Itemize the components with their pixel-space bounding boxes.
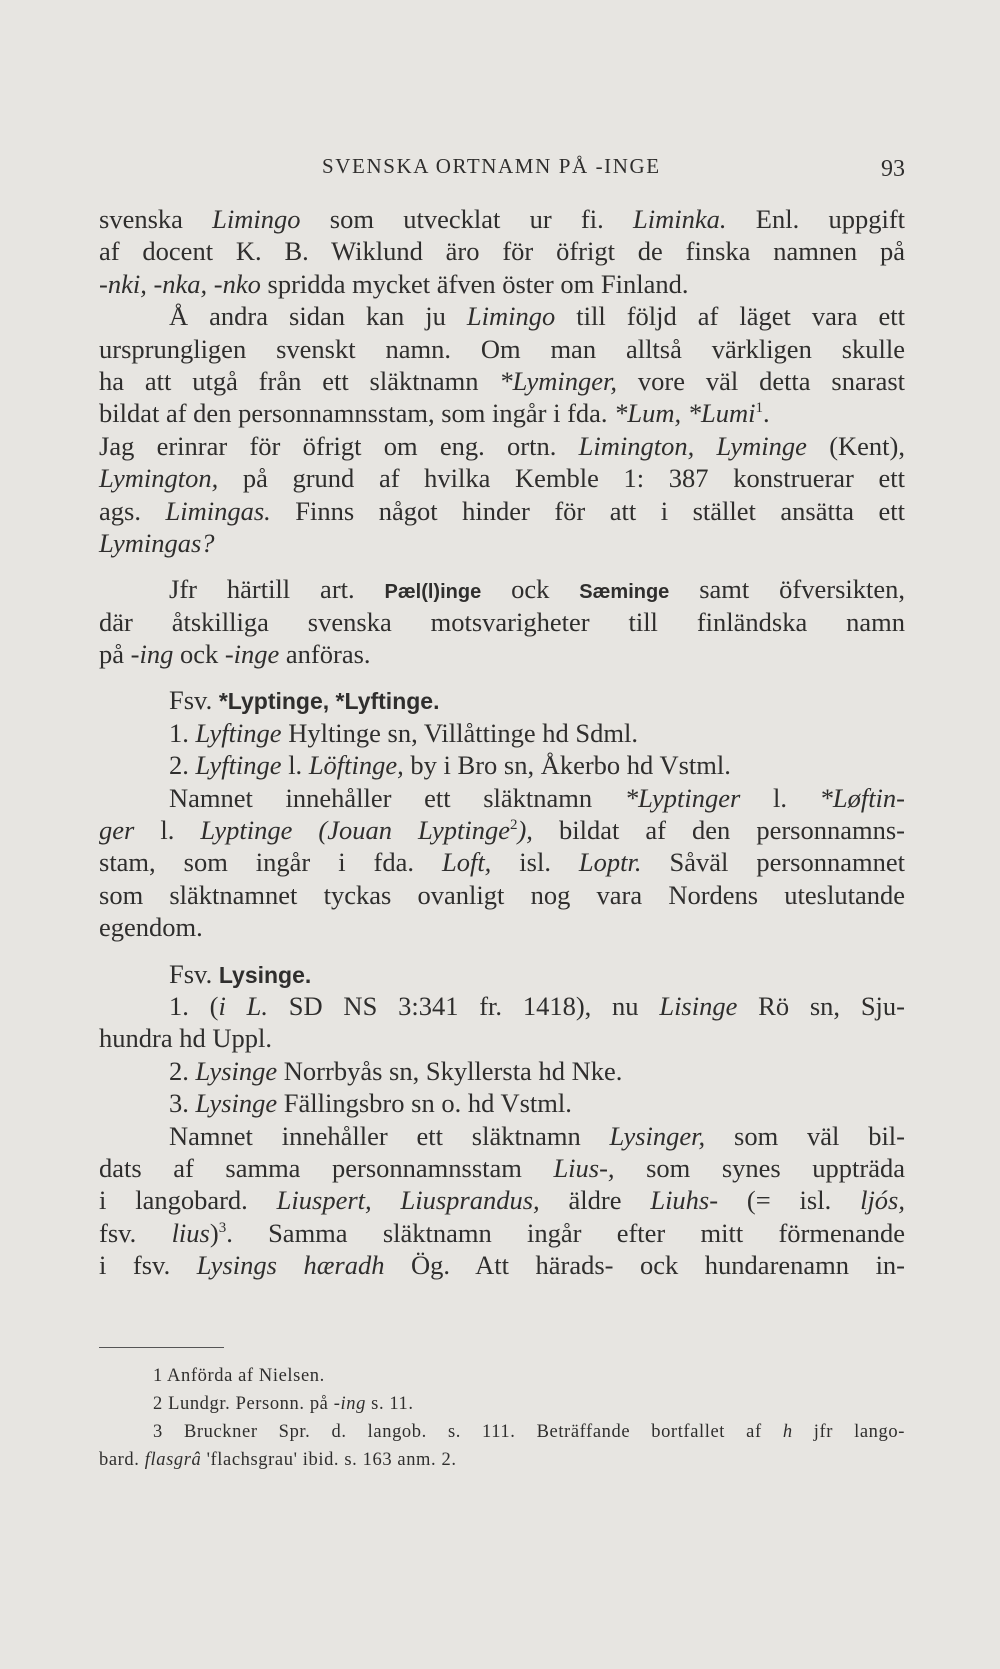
text-segment: som väl bil-: [705, 1120, 905, 1151]
text-segment: isl.: [491, 847, 579, 878]
footnotes: [99, 1362, 905, 1474]
italic-segment: lius: [171, 1217, 210, 1248]
text-segment: Namnet innehåller ett släktnamn: [169, 782, 625, 813]
text-line: [99, 268, 905, 300]
italic-segment: Lymingas?: [99, 527, 215, 558]
text-line: [99, 606, 905, 638]
italic-segment: Lysinger,: [609, 1120, 706, 1151]
text-segment: spridda mycket äfven öster om Finland.: [260, 268, 689, 299]
text-segment: fsv.: [99, 1217, 172, 1248]
italic-segment: Limingo: [212, 204, 301, 234]
italic-segment: Loptr.: [578, 847, 642, 878]
text-segment: som synes uppträda: [614, 1152, 905, 1183]
footnote-1: [99, 1362, 905, 1390]
text-line: [99, 573, 905, 605]
footnote-text: bard.: [99, 1450, 145, 1470]
text-line: [99, 1055, 905, 1087]
text-line: [99, 495, 905, 527]
text-segment: Å andra sidan kan ju: [169, 301, 467, 332]
italic-segment: Loft,: [441, 847, 492, 878]
text-line: [99, 1217, 905, 1249]
text-line: [99, 333, 905, 365]
text-segment: 1. (: [169, 990, 219, 1021]
italic-segment: Liuhs-: [650, 1185, 719, 1216]
footnote-rule: [99, 1347, 224, 1348]
text-segment: Jag erinrar för öfrigt om eng. ortn.: [99, 430, 579, 461]
text-segment: ock: [481, 574, 580, 605]
text-segment: där åtskilliga svenska motsvarigheter till finländska namn: [99, 606, 905, 637]
italic-segment: Liminka.: [633, 204, 727, 234]
text-line: [99, 1120, 905, 1152]
text-line: [99, 235, 905, 267]
text-line: [99, 990, 905, 1022]
italic-segment: Limingo: [466, 301, 556, 332]
footnote-mark: 1: [755, 400, 764, 417]
text-line: [99, 911, 905, 943]
text-segment: stam, som ingår i fda.: [99, 847, 442, 878]
text-segment: by i Bro sn, Åkerbo hd Vstml.: [403, 750, 731, 781]
footnote-text: jfr lango-: [792, 1422, 905, 1442]
text-segment: som släktnamnet tyckas ovanligt nog vara Nordens uteslutande: [99, 879, 905, 910]
footnote-mark: 2: [509, 817, 518, 834]
text-segment: bildat af den personnamnsstam, som ingår i fda.: [99, 398, 615, 429]
text-line: bildat af den personnamnsstam, som ingår i fda. *Lum, *Lumi$^1$.: [99, 398, 770, 429]
text-segment: vore väl detta snarast: [617, 365, 905, 396]
italic-segment: Limingas.: [165, 495, 271, 526]
text-line: [99, 203, 905, 235]
text-segment: svenska: [99, 204, 213, 234]
text-segment: (Kent),: [806, 430, 905, 461]
footnote-2: [99, 1390, 905, 1418]
italic-segment: Lysinge: [195, 1055, 278, 1086]
footnote-text: 'flachsgrau' ibid. s. 163 anm. 2.: [201, 1450, 457, 1470]
text-segment: på grund af hvilka Kemble 1: 387 konstruerar ett: [218, 463, 905, 494]
main-text: [99, 203, 905, 1282]
italic-segment: Lymington,: [99, 463, 219, 494]
text-segment: 2.: [169, 1055, 196, 1086]
text-segment: samt öfversikten,: [669, 574, 906, 605]
italic-segment: i L.: [218, 990, 268, 1021]
footnote-3: [99, 1418, 905, 1446]
text-segment: SD NS 3:341 fr. 1418), nu: [268, 990, 660, 1021]
text-segment: dats af samma personnamnsstam: [99, 1152, 554, 1183]
text-line: [99, 365, 905, 397]
italic-segment: Lysinge: [195, 1088, 278, 1119]
italic-segment: Lius-,: [553, 1152, 615, 1183]
text-segment: *Lyptinge, *Lyftinge.: [218, 688, 440, 715]
text-segment: 2.: [169, 750, 196, 781]
italic-segment: *Lum, *Lumi: [614, 398, 756, 429]
footnote-italic: -ing: [333, 1394, 366, 1414]
text-segment: bildat af den personnamns-: [532, 815, 905, 846]
italic-segment: Limington, Lyminge: [578, 430, 807, 461]
page-header: [322, 150, 905, 180]
footnote-mark: 3: [218, 1219, 227, 1236]
text-segment: ha att utgå från ett släktnamn: [99, 365, 500, 396]
text-line: [99, 1249, 905, 1281]
italic-segment: ),: [517, 815, 533, 846]
text-line: [99, 638, 905, 670]
text-segment: Norrbyås sn, Skyllersta hd Nke.: [277, 1055, 623, 1086]
text-segment: som utvecklat ur fi.: [300, 204, 634, 234]
text-segment: Lysinge.: [218, 961, 312, 988]
text-segment: . Samma släktnamn ingår efter mitt förmenande: [226, 1217, 905, 1248]
italic-segment: Lyptinge (Jouan Lyptinge: [200, 815, 510, 846]
text-segment: Jfr härtill art.: [169, 574, 385, 605]
paragraph-gap: [99, 670, 905, 684]
text-line: [99, 958, 905, 990]
text-segment: Fällingsbro sn o. hd Vstml.: [277, 1088, 572, 1119]
text-line: [99, 749, 905, 781]
italic-segment: *Løftin-: [819, 782, 905, 813]
italic-segment: Liuspert, Liusprandus,: [276, 1185, 540, 1216]
text-segment: Rö sn, Sju-: [737, 990, 905, 1021]
text-line: [99, 846, 905, 878]
text-segment: l.: [134, 815, 201, 846]
footnote-italic: flasgrâ: [144, 1450, 202, 1470]
text-line: [99, 782, 905, 814]
text-segment: Namnet innehåller ett släktnamn: [169, 1120, 610, 1151]
italic-segment: Lyftinge: [195, 750, 282, 781]
text-segment: hundra hd Uppl.: [99, 1023, 272, 1054]
italic-segment: Lyftinge: [195, 717, 282, 748]
text-line: [99, 1152, 905, 1184]
italic-segment: Löftinge,: [308, 750, 404, 781]
text-line: [99, 879, 905, 911]
text-line: [99, 430, 905, 462]
text-line: [99, 1022, 905, 1054]
running-title: SVENSKA ORTNAMN PÅ -INGE: [322, 154, 661, 178]
italic-segment: *Lyminger,: [499, 365, 618, 396]
text-line: [99, 1184, 905, 1216]
text-segment: till följd af läget vara ett: [555, 301, 905, 332]
text-line: [99, 300, 905, 332]
italic-segment: Lisinge: [659, 990, 738, 1021]
text-segment: Hyltinge sn, Villåttinge hd Sdml.: [281, 717, 638, 748]
text-segment: i fsv.: [99, 1250, 197, 1281]
italic-segment: -inge: [224, 639, 280, 670]
text-segment: ock: [173, 639, 225, 670]
text-segment: (= isl.: [718, 1185, 861, 1216]
text-line: [99, 527, 905, 559]
text-line: [99, 814, 905, 846]
text-segment: Såväl personnamnet: [641, 847, 905, 878]
footnote-text: 3 Bruckner Spr. d. langob. s. 111. Beträffande bortfallet af: [153, 1422, 783, 1442]
paragraph-gap: [99, 944, 905, 958]
text-segment: l.: [740, 782, 820, 813]
text-segment: Finns något hinder för att i stället ansätta ett: [270, 495, 905, 526]
italic-segment: ger: [99, 815, 135, 846]
text-segment: l.: [281, 750, 309, 781]
footnote-text: 1 Anförda af Nielsen.: [153, 1366, 325, 1386]
text-line: [99, 717, 905, 749]
text-segment: Fsv.: [169, 685, 219, 716]
page-number: 93: [881, 156, 905, 182]
text-segment: ursprungligen svenskt namn. Om man alltså värkligen skulle: [99, 333, 905, 364]
footnote-3-cont: [99, 1446, 905, 1474]
paragraph-gap: [99, 559, 905, 573]
text-segment: Fsv.: [169, 958, 219, 989]
footnote-italic: h: [782, 1422, 793, 1442]
italic-segment: -ing: [130, 639, 174, 670]
text-line: [99, 462, 905, 494]
footnote-text: 2 Lundgr. Personn. på: [153, 1394, 334, 1414]
text-segment: ags.: [99, 495, 166, 526]
text-line: [99, 1087, 905, 1119]
text-segment: 1.: [169, 717, 196, 748]
text-segment: Pæl(l)inge: [384, 581, 482, 604]
text-segment: Enl. uppgift: [726, 204, 906, 234]
text-segment: egendom.: [99, 912, 203, 943]
italic-segment: *Lyptinger: [624, 782, 741, 813]
text-segment: Ög. Att härads- ock hundarenamn in-: [384, 1250, 906, 1281]
footnote-text: s. 11.: [365, 1394, 414, 1414]
text-segment: på: [99, 639, 131, 670]
text-line: [99, 684, 905, 716]
text-segment: af docent K. B. Wiklund äro för öfrigt de finska namnen på: [99, 236, 905, 267]
text-segment: Sæminge: [579, 581, 670, 604]
text-segment: i langobard.: [99, 1185, 277, 1216]
italic-segment: ljós,: [860, 1185, 905, 1216]
text-segment: 3.: [169, 1088, 196, 1119]
text-segment: äldre: [539, 1185, 651, 1216]
text-segment: anföras.: [279, 639, 371, 670]
italic-segment: Lysings hæradh: [196, 1250, 385, 1281]
text-segment: ): [209, 1217, 219, 1248]
italic-segment: -nki, -nka, -nko: [99, 268, 261, 299]
